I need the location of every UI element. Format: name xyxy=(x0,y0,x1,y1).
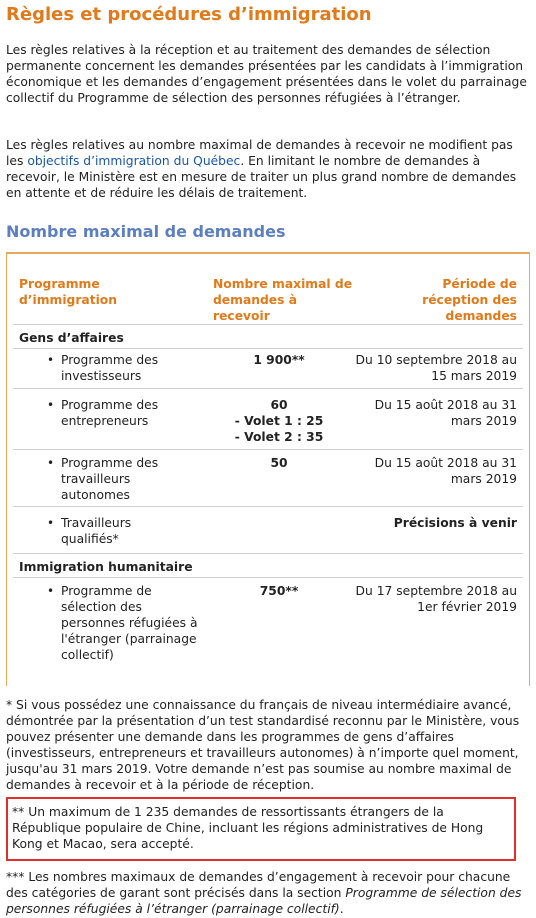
footnote-3-after: . xyxy=(339,902,344,916)
period-travailleurs-autonomes: Du 15 août 2018 au 31 mars 2019 xyxy=(374,456,517,486)
page-title: Règles et procédures d’immigration xyxy=(6,4,372,25)
footnote-3-before: *** Les nombres maximaux de demandes d’engagement à recevoir pour chacune des catégories de garant sont précisés dans la section xyxy=(6,870,511,900)
group-divider xyxy=(13,577,523,578)
intro-paragraph-2 xyxy=(6,137,528,201)
intro-paragraph-1: Les règles relatives à la réception et au traitement des demandes de sélection permanente concernent les demandes présentées par les candidats à l’immigration économique et les demandes d’engagement présentées dans le volet du parrainage collectif du Programme de sélection des personnes réfugiées à l’étranger. xyxy=(6,43,527,105)
footnote-2: ** Un maximum de 1 235 demandes de ressortissants étrangers de la République populaire de Chine, incluant les régions administratives de Hong Kong et Macao, sera accepté. xyxy=(12,805,484,851)
group-immigration-humanitaire: Immigration humanitaire xyxy=(19,560,193,574)
header-programme: Programme d’immigration xyxy=(19,277,117,307)
period-refugies: Du 17 septembre 2018 au 1er février 2019 xyxy=(355,584,517,614)
intro-text-after: . En limitant le nombre de demandes à recevoir, le Ministère est en mesure de traiter un plus grand nombre de demandes en attente et de réduire les délais de traitement. xyxy=(6,154,517,200)
max-investisseurs: 1 900** xyxy=(253,353,305,367)
footnote-3-italic: Programme de sélection des personnes réfugiées à l’étranger (parrainage collectif) xyxy=(6,886,522,916)
header-nombre: Nombre maximal de demandes à recevoir xyxy=(213,277,353,323)
header-periode: Période de réception des demandes xyxy=(422,277,517,323)
bullet-icon: • xyxy=(47,516,55,530)
program-travailleurs-qualifies: Travailleurs qualifiés* xyxy=(61,516,132,546)
period-travailleurs-qualifies: Précisions à venir xyxy=(393,516,517,530)
group-divider xyxy=(13,348,523,349)
highlight-box xyxy=(6,797,516,861)
section-title: Nombre maximal de demandes xyxy=(6,222,286,241)
bullet-icon: • xyxy=(47,584,55,598)
objectifs-link[interactable]: objectifs d’immigration du Québec xyxy=(27,154,241,168)
bullet-icon: • xyxy=(47,353,55,367)
header-divider xyxy=(13,324,523,325)
row-divider xyxy=(13,506,523,507)
program-investisseurs: Programme des investisseurs xyxy=(61,353,159,383)
max-travailleurs-autonomes: 50 xyxy=(270,456,288,470)
max-refugies: 750** xyxy=(259,584,299,598)
footnote-1: * Si vous possédez une connaissance du français de niveau intermédiaire avancé, démontrée par la présentation d’un test standardisé reconnu par le Ministère, vous pouvez présenter une demande dans les programmes de gens d’affaires (investisseurs, entrepreneurs et travailleurs autonomes) à n’importe quel moment, jusqu'au 31 mars 2019. Votre demande n’est pas soumise au nombre maximal de demandes à recevoir et à la période de réception. xyxy=(6,698,520,792)
max-entrepreneurs: 60 - Volet 1 : 25 - Volet 2 : 35 xyxy=(234,398,324,444)
intro-text-before: Les règles relatives au nombre maximal de demandes à recevoir ne modifient pas les xyxy=(6,138,513,168)
period-entrepreneurs: Du 15 août 2018 au 31 mars 2019 xyxy=(374,398,517,428)
row-divider xyxy=(13,449,523,450)
program-entrepreneurs: Programme des entrepreneurs xyxy=(61,398,159,428)
demandes-table xyxy=(6,252,530,686)
period-investisseurs: Du 10 septembre 2018 au 15 mars 2019 xyxy=(355,353,517,383)
program-travailleurs-autonomes: Programme des travailleurs autonomes xyxy=(61,456,159,502)
bullet-icon: • xyxy=(47,456,55,470)
bullet-icon: • xyxy=(47,398,55,412)
footnote-3 xyxy=(6,869,526,917)
program-refugies: Programme de sélection des personnes réfugiées à l'étranger (parrainage collectif) xyxy=(61,584,198,662)
row-divider xyxy=(13,388,523,389)
group-gens-affaires: Gens d’affaires xyxy=(19,331,124,345)
group-divider xyxy=(13,553,523,554)
